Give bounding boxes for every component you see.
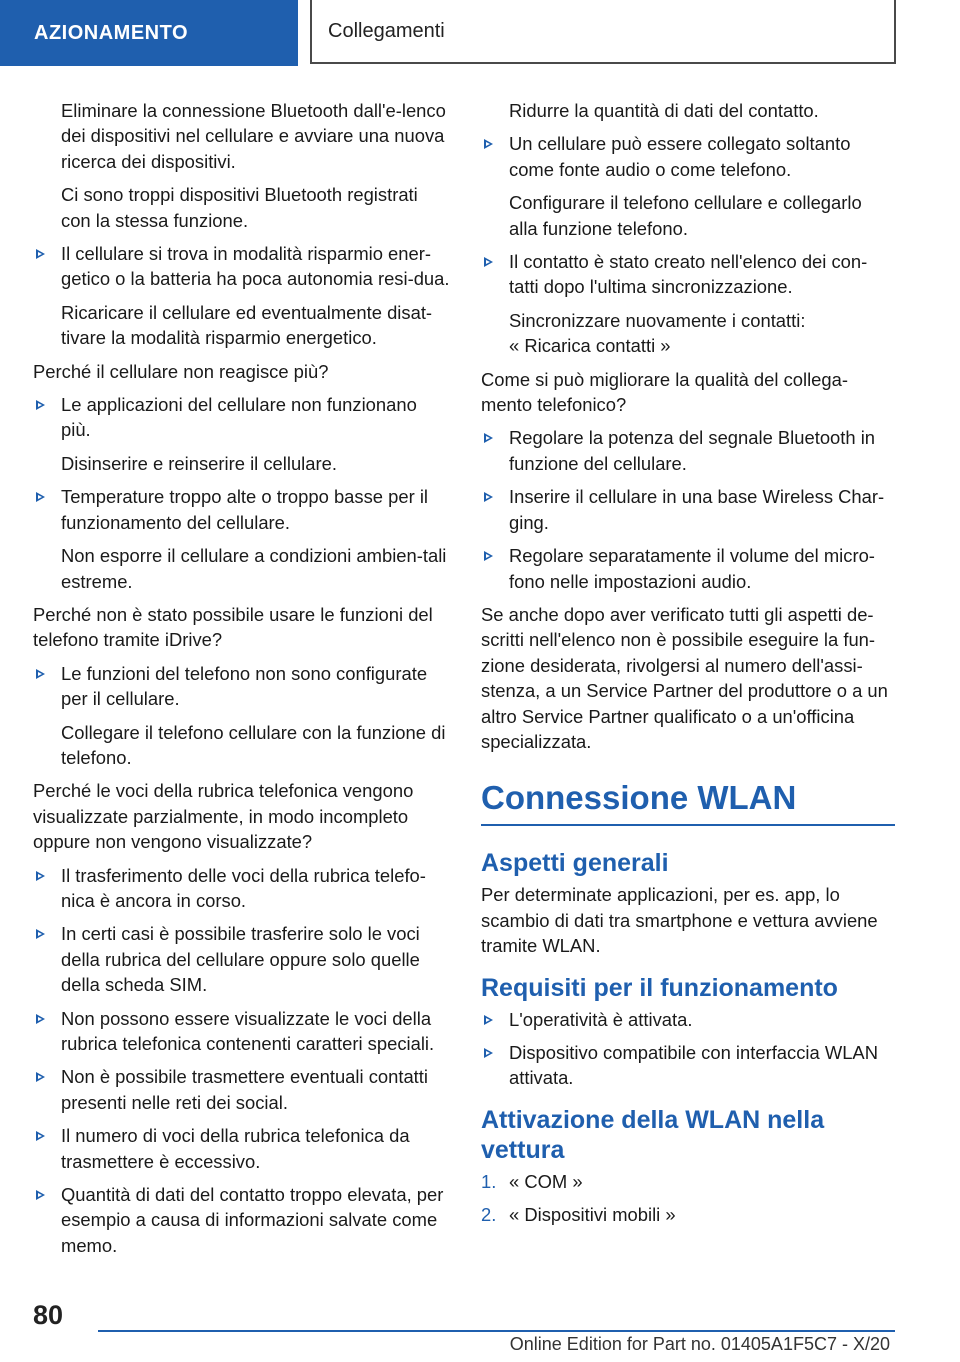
bullet-item <box>481 1040 895 1091</box>
triangle-bullet-icon <box>36 492 45 502</box>
bullet-text: Quantità di dati del contatto troppo elevata, per esempio a causa di informazioni salvate come memo. <box>61 1184 444 1256</box>
bullet-item <box>33 484 451 535</box>
triangle-bullet-icon <box>36 1072 45 1082</box>
triangle-bullet-icon <box>484 551 493 561</box>
bullet-text: Il trasferimento delle voci della rubrica telefo-nica è ancora in corso. <box>61 864 426 911</box>
triangle-bullet-icon <box>36 929 45 939</box>
bullet-item <box>481 543 895 594</box>
question: Perché le voci della rubrica telefonica vengono visualizzate parzialmente, in modo incompleto oppure non vengono visualizzate? <box>33 780 414 853</box>
footer-edition: Online Edition for Part no. 01405A1F5C7 - X/20 <box>509 1334 890 1354</box>
chapter-title: Collegamenti <box>328 19 445 42</box>
indented-text: Ci sono troppi dispositivi Bluetooth registrati con la stessa funzione. <box>61 184 418 231</box>
bullet-text: Non possono essere visualizzate le voci della rubrica telefonica contenenti caratteri speciali. <box>61 1007 435 1054</box>
indented-text: Eliminare la connessione Bluetooth dall'e-lenco dei dispositivi nel cellulare e avviare una nuova ricerca dei dispositivi. <box>61 100 446 172</box>
bullet-text: Regolare la potenza del segnale Bluetooth in funzione del cellulare. <box>509 427 876 474</box>
bullet-text: Non è possibile trasmettere eventuali contatti presenti nelle reti dei social. <box>61 1066 428 1113</box>
indented-text <box>481 308 895 359</box>
numbered-step <box>481 1169 895 1194</box>
triangle-bullet-icon <box>484 433 493 443</box>
bullet-item <box>481 484 895 535</box>
bullet-text: Le funzioni del telefono non sono configurate per il cellulare. <box>61 662 428 710</box>
bullet-text: Il cellulare si trova in modalità risparmio ener-getico o la batteria ha poca autonomia resi-dua. <box>61 243 450 290</box>
menu-reference: « Ricarica contatti » <box>509 335 671 357</box>
bullet-text: Temperature troppo alte o troppo basse per il funzionamento del cellulare. <box>61 486 429 533</box>
bullet-text: In certi casi è possibile trasferire solo le voci della rubrica del cellulare oppure solo quelle della scheda SIM. <box>61 923 420 996</box>
section-title: AZIONAMENTO <box>34 21 189 44</box>
triangle-bullet-icon <box>484 257 493 267</box>
bullet-text: Un cellulare può essere collegato soltanto come fonte audio o come telefono. <box>509 133 851 180</box>
right-column <box>481 98 895 1236</box>
subheading: Attivazione della WLAN nella vettura <box>481 1105 825 1164</box>
step-text: « Dispositivi mobili » <box>509 1204 676 1226</box>
bullet-text: Inserire il cellulare in una base Wireless Char-ging. <box>509 486 885 533</box>
triangle-bullet-icon <box>484 1015 493 1025</box>
bullet-item <box>481 1007 895 1032</box>
bullet-item <box>33 1064 451 1115</box>
question: Perché il cellulare non reagisce più? <box>33 360 329 382</box>
step-text: « COM » <box>509 1170 583 1192</box>
triangle-bullet-icon <box>36 1131 45 1141</box>
question: Perché non è stato possibile usare le funzioni del telefono tramite iDrive? <box>33 603 433 651</box>
triangle-bullet-icon <box>36 669 45 679</box>
bullet-text: Il contatto è stato creato nell'elenco dei con-tatti dopo l'ultima sincronizzazione. <box>509 251 868 298</box>
step-number: 1. <box>481 1170 497 1192</box>
bullet-item <box>33 1123 451 1174</box>
indented-text: Ridurre la quantità di dati del contatto. <box>509 100 819 121</box>
triangle-bullet-icon <box>36 249 45 259</box>
indented-text: Non esporre il cellulare a condizioni ambien-tali estreme. <box>61 545 447 592</box>
section-tab <box>0 0 298 66</box>
page-number: 80 <box>33 1300 64 1330</box>
triangle-bullet-icon <box>484 492 493 502</box>
bullet-item <box>33 661 451 712</box>
bullet-text: Regolare separatamente il volume del micro-fono nelle impostazioni audio. <box>509 545 875 592</box>
paragraph: Se anche dopo aver verificato tutti gli aspetti de-scritti nell'elenco non è possibile eseguire la fun-zione desiderata, rivolgersi al numero dell'assi-stenza, a un Service Partner del produttore o a un altro Service Partner qualificato o a un'officina specializzata. <box>481 603 888 752</box>
question: Come si può migliorare la qualità del collega-mento telefonico? <box>481 368 848 416</box>
indented-text: Collegare il telefono cellulare con la funzione di telefono. <box>61 721 446 768</box>
chapter-header <box>310 0 896 64</box>
triangle-bullet-icon <box>36 400 45 410</box>
triangle-bullet-icon <box>36 871 45 881</box>
indented-text: Configurare il telefono cellulare e collegarlo alla funzione telefono. <box>509 192 862 239</box>
indented-text: Disinserire e reinserire il cellulare. <box>61 452 337 474</box>
indented-text: Ricaricare il cellulare ed eventualmente disat-tivare la modalità risparmio energetico. <box>61 301 433 349</box>
bullet-item <box>481 249 895 300</box>
bullet-item <box>33 863 451 914</box>
paragraph: Per determinate applicazioni, per es. app, lo scambio di dati tra smartphone e vettura avviene tramite WLAN. <box>481 884 878 957</box>
left-column <box>33 98 451 1266</box>
triangle-bullet-icon <box>484 1048 493 1058</box>
bullet-item <box>33 1182 451 1258</box>
bullet-item <box>481 425 895 476</box>
numbered-step <box>481 1202 895 1227</box>
triangle-bullet-icon <box>36 1190 45 1200</box>
subheading: Requisiti per il funzionamento <box>481 973 838 1002</box>
bullet-text: Le applicazioni del cellulare non funzionano più. <box>61 394 417 441</box>
triangle-bullet-icon <box>484 139 493 149</box>
footer-divider <box>98 1330 895 1332</box>
subheading: Aspetti generali <box>481 849 669 878</box>
triangle-bullet-icon <box>36 1014 45 1024</box>
sync-instruction: Sincronizzare nuovamente i contatti: <box>509 309 806 331</box>
bullet-text: L'operatività è attivata. <box>509 1008 693 1030</box>
bullet-item <box>481 131 895 182</box>
bullet-item <box>33 392 451 443</box>
section-heading: Connessione WLAN <box>481 778 895 826</box>
bullet-text: Il numero di voci della rubrica telefonica da trasmettere è eccessivo. <box>61 1125 410 1172</box>
bullet-item <box>33 1006 451 1057</box>
step-number: 2. <box>481 1204 497 1226</box>
bullet-item <box>33 241 451 292</box>
bullet-text: Dispositivo compatibile con interfaccia WLAN attivata. <box>509 1041 878 1089</box>
bullet-item <box>33 921 451 997</box>
